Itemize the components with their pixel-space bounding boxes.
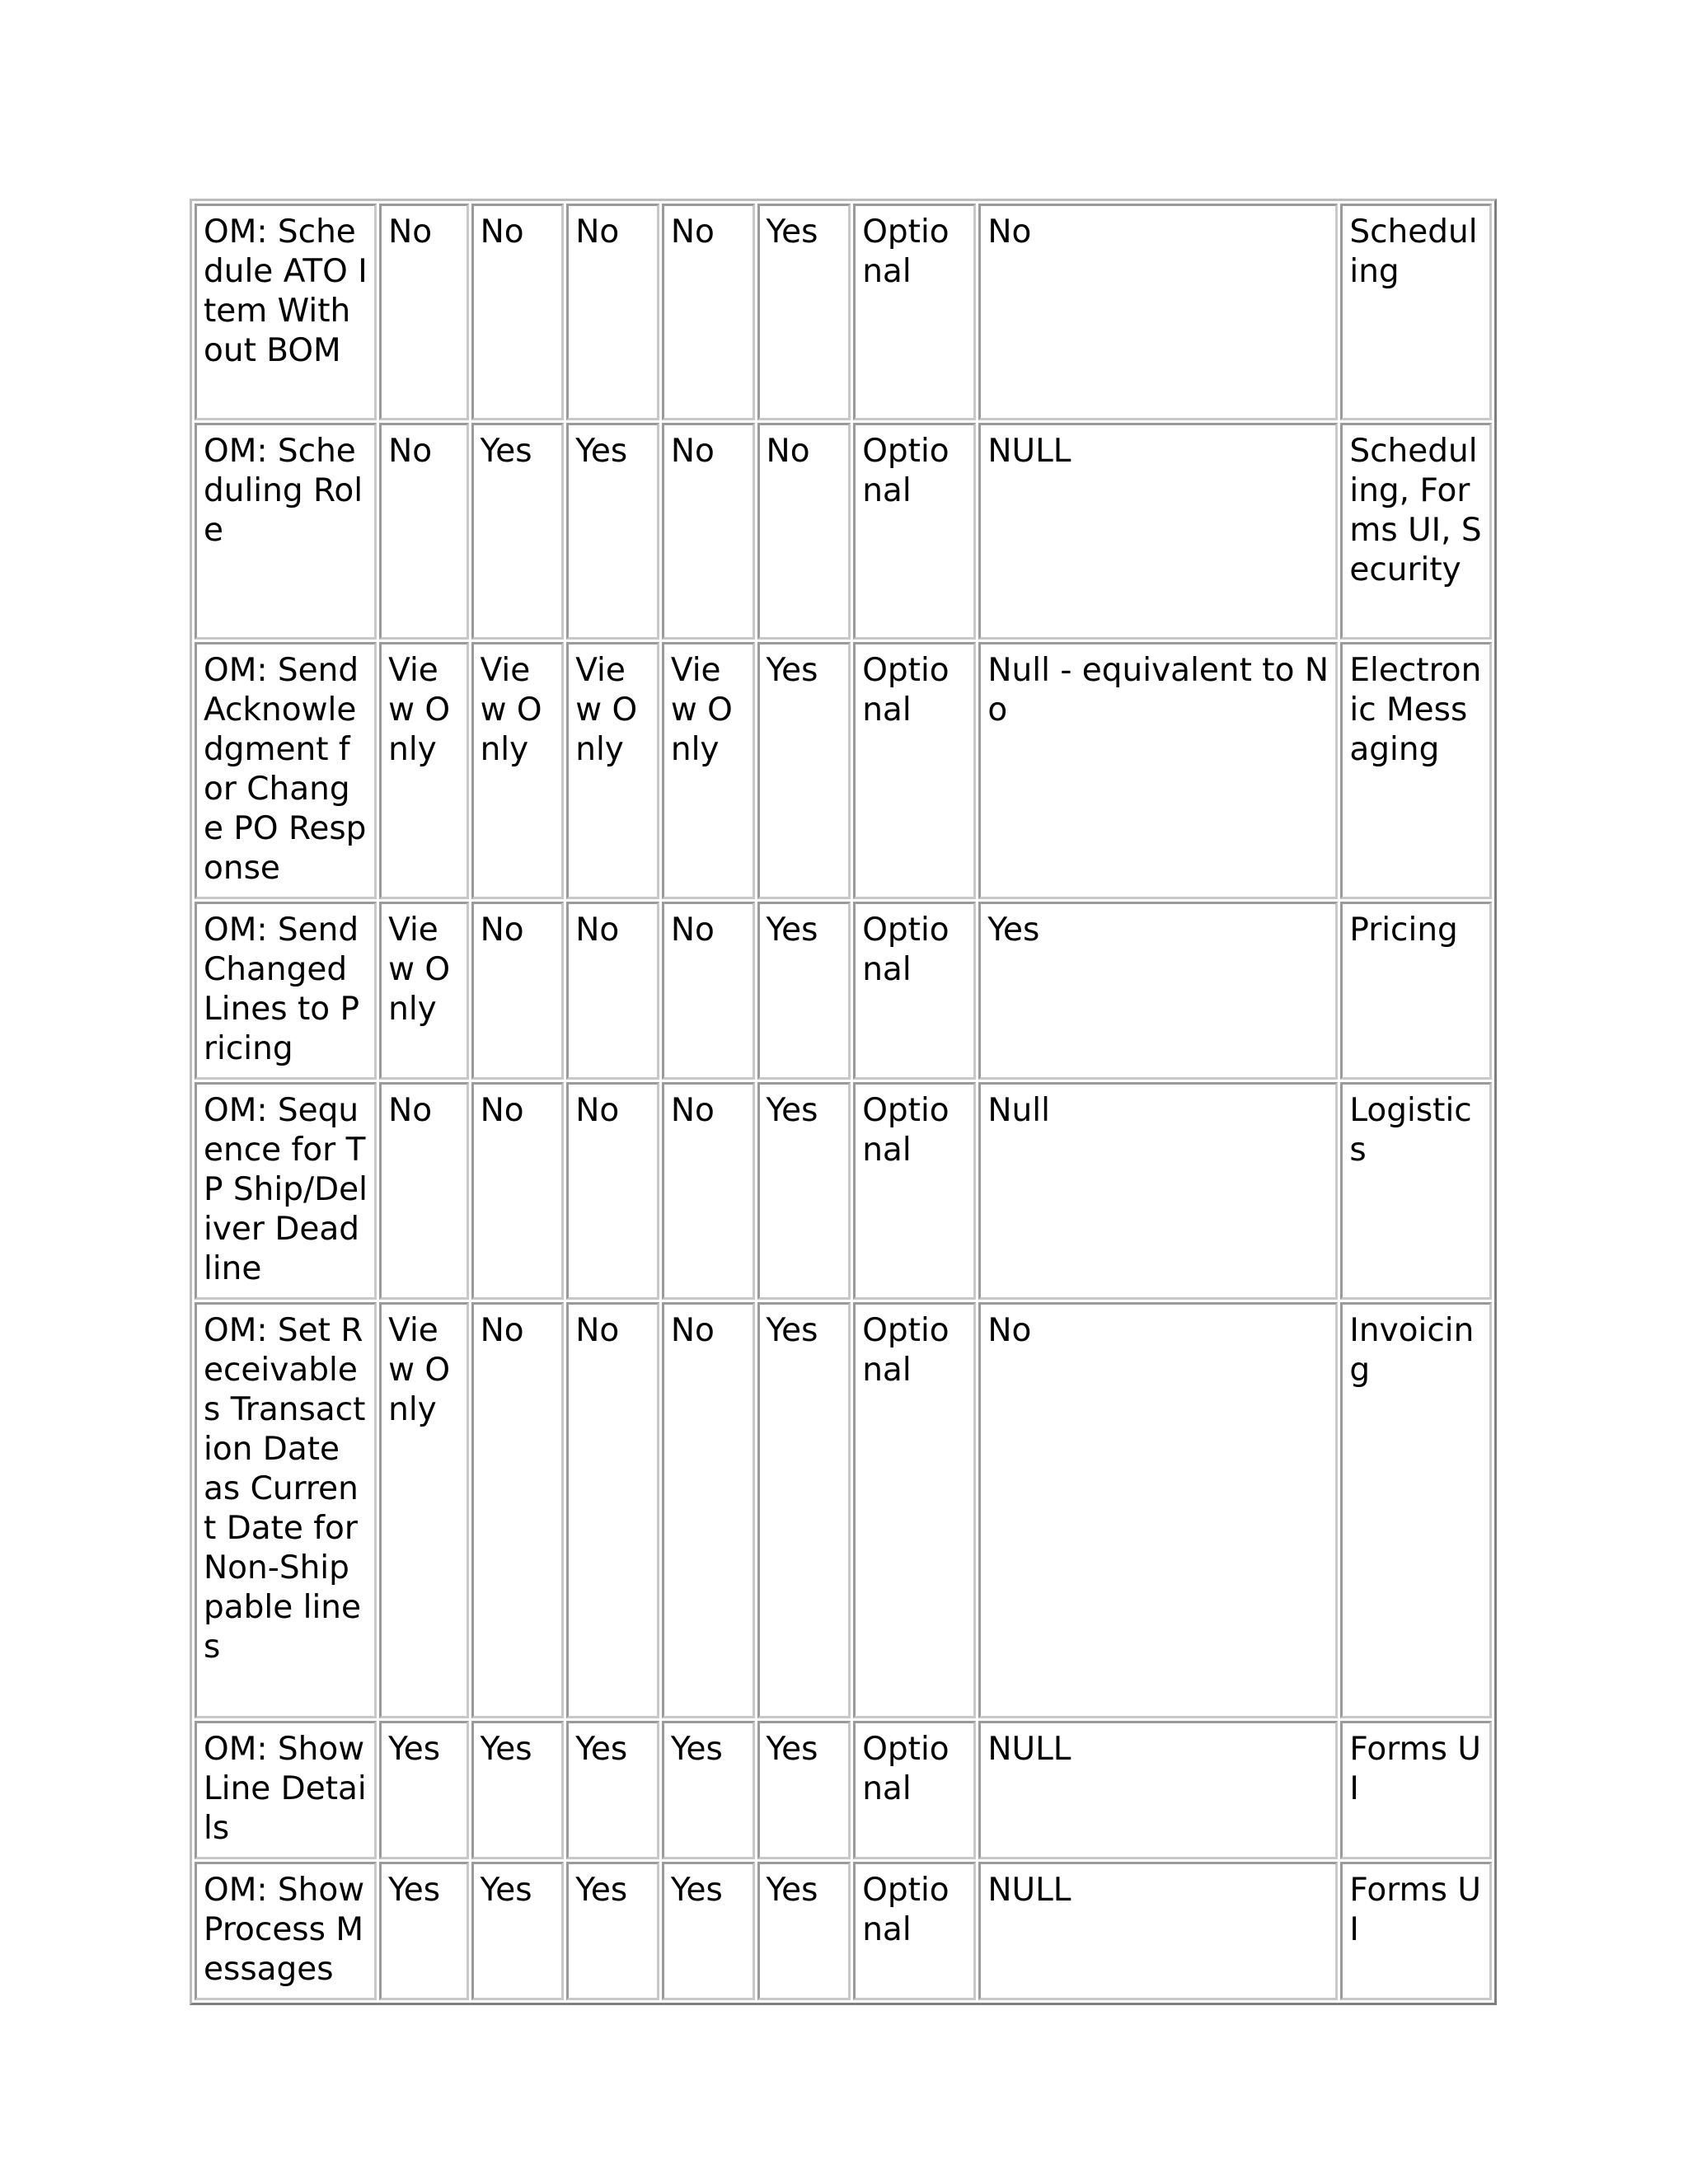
table-cell: Optional [853, 204, 976, 420]
table-cell: No [566, 902, 659, 1080]
table-cell: Yes [757, 1082, 851, 1300]
table-cell: Optional [853, 1862, 976, 2000]
table-cell: Yes [662, 1721, 755, 1859]
table-cell: Yes [566, 1721, 659, 1859]
default-value-cell: No [978, 204, 1338, 420]
table-row [195, 1862, 1492, 2000]
table-cell: No [662, 1302, 755, 1718]
default-value-cell: NULL [978, 1862, 1338, 2000]
default-value-cell: NULL [978, 1721, 1338, 1859]
category-cell: Forms UI [1340, 1721, 1492, 1859]
category-cell: Invoicing [1340, 1302, 1492, 1718]
table-cell: Yes [566, 1862, 659, 2000]
table-cell: No [471, 204, 565, 420]
table-cell: Yes [471, 1862, 565, 2000]
table-cell: No [471, 1302, 565, 1718]
profile-name-cell: OM: Show Process Messages [195, 1862, 377, 2000]
table-cell: Optional [853, 1302, 976, 1718]
table-cell: No [471, 1082, 565, 1300]
category-cell: Forms UI [1340, 1862, 1492, 2000]
default-value-cell: No [978, 1302, 1338, 1718]
table-row [195, 1082, 1492, 1300]
table-cell: Yes [757, 1302, 851, 1718]
table-cell: No [566, 1302, 659, 1718]
profile-name-cell: OM: Schedule ATO Item Without BOM [195, 204, 377, 420]
table-cell: Optional [853, 1721, 976, 1859]
table-cell: Yes [757, 902, 851, 1080]
table-cell: No [662, 204, 755, 420]
default-value-cell: NULL [978, 423, 1338, 640]
table-cell: No [757, 423, 851, 640]
table-cell: No [379, 423, 468, 640]
table-cell: Yes [757, 642, 851, 899]
table-cell: Yes [757, 1862, 851, 2000]
profile-name-cell: OM: Show Line Details [195, 1721, 377, 1859]
table-cell: No [379, 204, 468, 420]
table-row [195, 642, 1492, 899]
table-cell: No [662, 1082, 755, 1300]
default-value-cell: Null [978, 1082, 1338, 1300]
table-cell: Yes [566, 423, 659, 640]
table-cell: No [566, 1082, 659, 1300]
table-row [195, 1302, 1492, 1718]
profile-name-cell: OM: Sequence for TP Ship/Deliver Deadline [195, 1082, 377, 1300]
category-cell: Pricing [1340, 902, 1492, 1080]
table-cell: Yes [471, 1721, 565, 1859]
table-cell: View Only [379, 902, 468, 1080]
profile-name-cell: OM: Set Receivables Transaction Date as Current Date for Non-Shippable lines [195, 1302, 377, 1718]
table-cell: Optional [853, 1082, 976, 1300]
table-cell: Optional [853, 642, 976, 899]
default-value-cell: Null - equivalent to No [978, 642, 1338, 899]
table-row [195, 902, 1492, 1080]
table-cell: No [379, 1082, 468, 1300]
category-cell: Scheduling, Forms UI, Security [1340, 423, 1492, 640]
table-cell: View Only [566, 642, 659, 899]
table-cell: Yes [757, 204, 851, 420]
table-cell: Yes [471, 423, 565, 640]
profile-name-cell: OM: Send Changed Lines to Pricing [195, 902, 377, 1080]
table-row [195, 204, 1492, 420]
profile-name-cell: OM: Send Acknowledgment for Change PO Response [195, 642, 377, 899]
category-cell: Logistics [1340, 1082, 1492, 1300]
table-cell: Yes [757, 1721, 851, 1859]
table-cell: No [566, 204, 659, 420]
profile-options-table [190, 199, 1497, 2005]
table-cell: Optional [853, 423, 976, 640]
table-cell: No [662, 423, 755, 640]
table-cell: View Only [379, 642, 468, 899]
table-cell: Yes [379, 1862, 468, 2000]
category-cell: Electronic Messaging [1340, 642, 1492, 899]
table-row [195, 423, 1492, 640]
table-cell: View Only [662, 642, 755, 899]
table-cell: No [471, 902, 565, 1080]
table-row [195, 1721, 1492, 1859]
category-cell: Scheduling [1340, 204, 1492, 420]
table-cell: Optional [853, 902, 976, 1080]
profile-name-cell: OM: Scheduling Role [195, 423, 377, 640]
table-cell: View Only [379, 1302, 468, 1718]
table-cell: Yes [662, 1862, 755, 2000]
table-cell: View Only [471, 642, 565, 899]
default-value-cell: Yes [978, 902, 1338, 1080]
table-cell: Yes [379, 1721, 468, 1859]
table-cell: No [662, 902, 755, 1080]
